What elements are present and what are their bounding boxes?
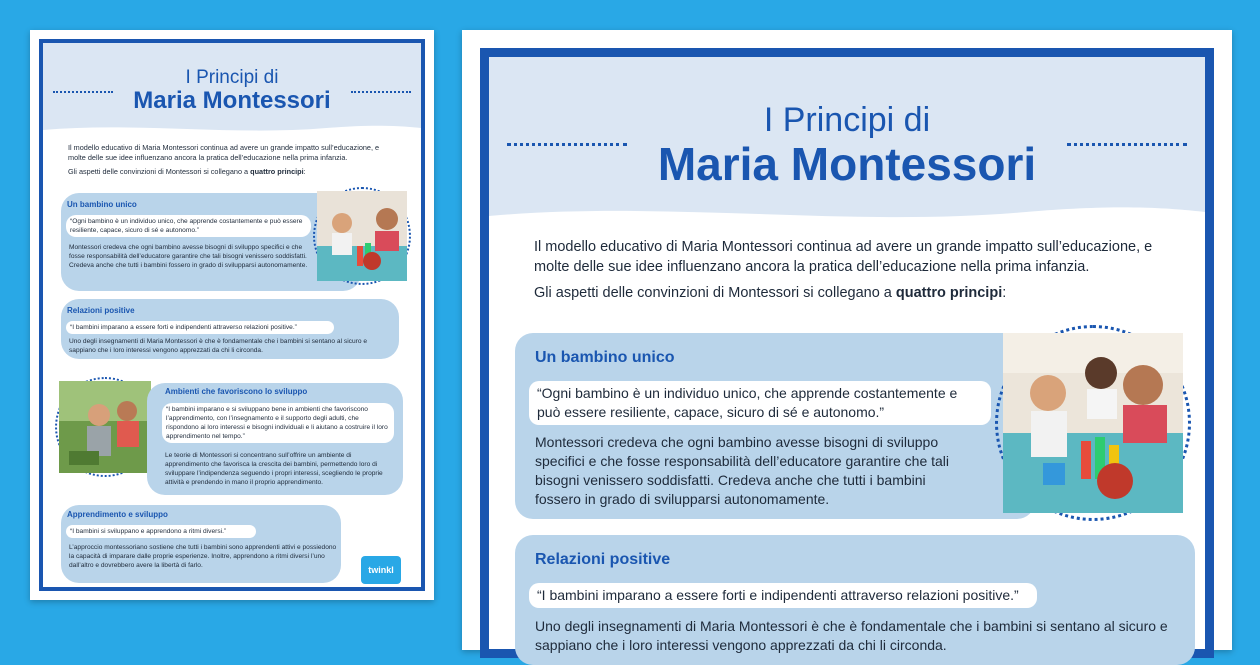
section-text: L’approccio montessoriano sostiene che tutti i bambini sono apprendenti attivi e possiedono la capacità di imparare dalle proprie esperienze. Inoltre, apprendono a ritmi diversi l’uno dall’altro e dovrebbero avere la libertà di farlo. (69, 544, 337, 569)
poster-header (43, 43, 421, 135)
section-text: Uno degli insegnamenti di Maria Montessori è che è fondamentale che i bambini si sentano al sicuro e sappiano che i loro interessi vengono apprezzati da chi li circonda. (69, 338, 367, 354)
header-wave (43, 122, 421, 136)
section-environments (147, 383, 403, 495)
title-line1: I Principi di (763, 101, 931, 139)
intro-principles: Gli aspetti delle convinzioni di Montessori si collegano a quattro principi: (534, 285, 1007, 301)
twinkl-logo: twinkl (361, 556, 401, 584)
photo-child-nature (59, 381, 151, 473)
section-text: Uno degli insegnamenti di Maria Montessori è che è fondamentale che i bambini si sentano al sicuro e sappiano che i loro interessi vengono apprezzati da chi li circonda. (535, 618, 1168, 653)
section-quote: “I bambini si sviluppano e apprendono a ritmi diversi.” (66, 525, 256, 538)
section-title: Ambienti che favoriscono lo sviluppo (165, 387, 308, 396)
section-text: Montessori credeva che ogni bambino avesse bisogni di sviluppo specifici e che fosse responsabilità dell’educatore garantire che tali bisogni venissero soddisfatti. Credeva anche che tutti i bambini fossero in grado di svilupparsi autonomamente. (535, 434, 950, 507)
section-title: Un bambino unico (67, 200, 137, 209)
section-title: Relazioni positive (67, 306, 135, 315)
section-quote: “I bambini imparano a essere forti e indipendenti attraverso relazioni positive.” (66, 321, 334, 334)
section-learning-development (61, 505, 341, 583)
photo-children-playing (317, 191, 407, 281)
section-positive-relationships (515, 535, 1195, 665)
poster-thumbnail (30, 30, 434, 600)
title-line1: I Principi di (185, 67, 279, 88)
header-wave (489, 200, 1205, 228)
section-quote: “I bambini imparano e si sviluppano bene in ambienti che favoriscono l’apprendimento, con l’insegnamento e il supporto degli adulti, che rispondono ai loro interessi e bisogni individuali e li aiutano a costruire il loro apprendimento nel tempo.” (162, 403, 394, 443)
section-positive-relationships (61, 299, 399, 359)
poster-zoomed (462, 30, 1232, 653)
section-title: Relazioni positive (535, 551, 671, 568)
photo-children-playing (1003, 333, 1183, 513)
section-title: Un bambino unico (535, 349, 675, 366)
poster-frame (39, 39, 425, 591)
poster-header (489, 57, 1205, 227)
section-text: Montessori credeva che ogni bambino avesse bisogni di sviluppo specifici e che fosse responsabilità dell’educatore garantire che tali bisogni venissero soddisfatti. Credeva anche che tutti i bambini fossero in grado di svilupparsi autonomamente. (69, 244, 308, 269)
section-text: Le teorie di Montessori si concentrano sull’offrire un ambiente di apprendimento che favorisca la crescita dei bambini, permettendo loro di sviluppare l’indipendenza seguendo i propri interessi, scegliendo le proprie attività e prendendo in mano il proprio apprendimento. (165, 452, 383, 486)
section-quote: “Ogni bambino è un individuo unico, che apprende costantemente e può essere resiliente, capace, sicuro di sé e autonomo.” (66, 215, 311, 237)
poster-frame (480, 48, 1214, 658)
section-quote: “Ogni bambino è un individuo unico, che apprende costantemente e può essere resiliente, capace, sicuro di sé e autonomo.” (529, 381, 991, 425)
title-line2: Maria Montessori (133, 87, 331, 114)
section-unique-child (515, 333, 1035, 519)
section-title: Apprendimento e sviluppo (67, 510, 168, 519)
intro-paragraph: Il modello educativo di Maria Montessori continua ad avere un grande impatto sull’educazione, e molte delle sue idee influenzano ancora la pratica dell’educazione nella prima infanzia. (68, 143, 380, 162)
intro-principles: Gli aspetti delle convinzioni di Montessori si collegano a quattro principi: (68, 167, 306, 176)
intro-paragraph: Il modello educativo di Maria Montessori continua ad avere un grande impatto sull’educazione, e molte delle sue idee influenzano ancora la pratica dell’educazione nella prima infanzia. (534, 239, 1153, 275)
section-quote: “I bambini imparano a essere forti e indipendenti attraverso relazioni positive.” (529, 583, 1037, 608)
title-line2: Maria Montessori (657, 138, 1037, 190)
